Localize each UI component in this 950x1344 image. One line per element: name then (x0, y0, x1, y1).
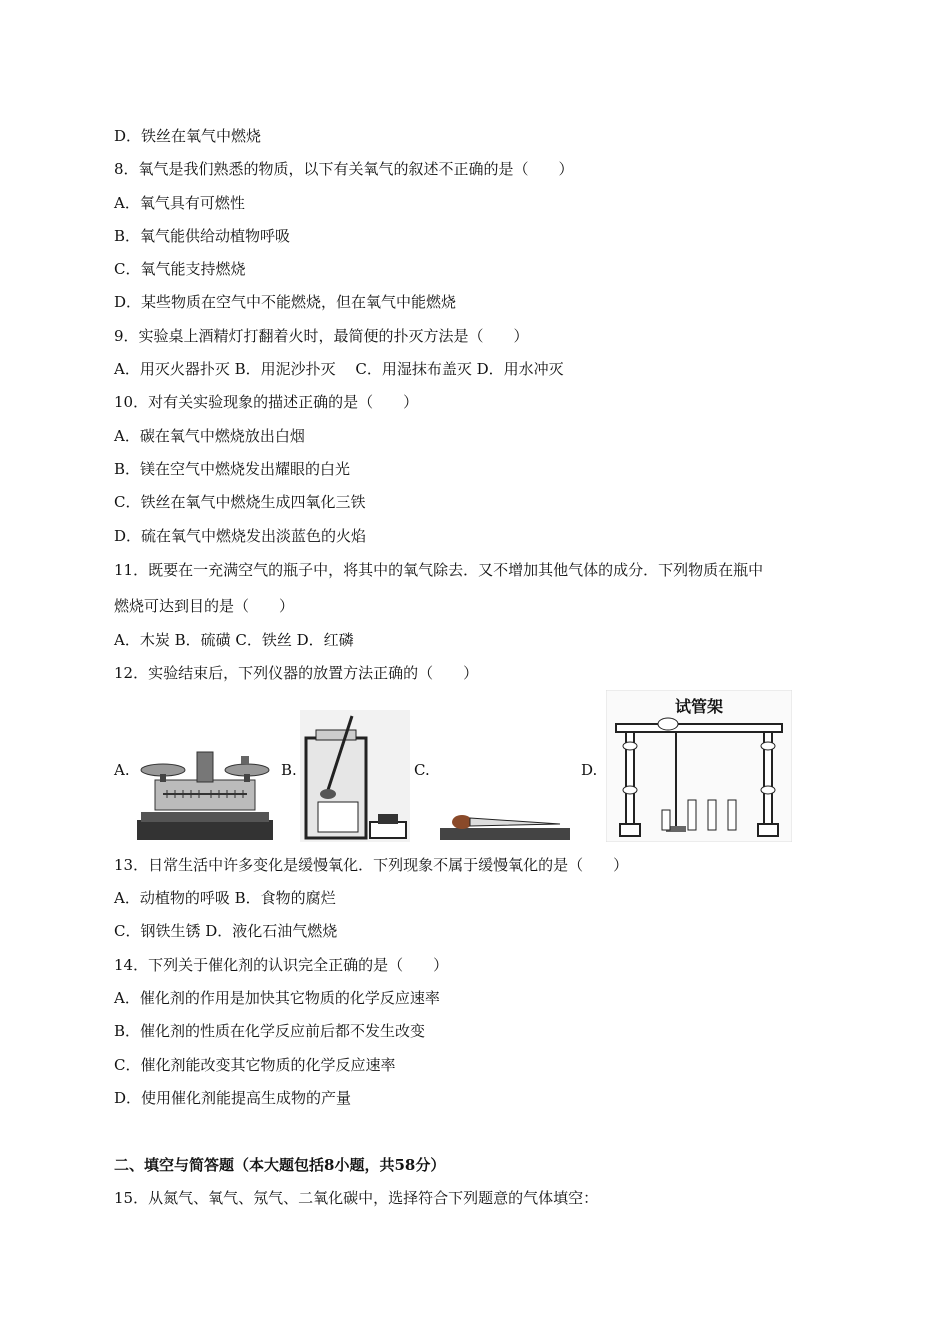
question-10: 10．对有关实验现象的描述正确的是（ ） (114, 393, 419, 411)
question-15: 15．从氮气、氧气、氖气、二氧化碳中，选择符合下列题意的气体填空： (114, 1189, 599, 1207)
option-14d: D．使用催化剂能提高生成物的产量 (114, 1089, 352, 1107)
option-14b: B．催化剂的性质在化学反应前后都不发生改变 (114, 1022, 426, 1040)
fig-label-d: D. (581, 761, 598, 779)
option-8b: B．氧气能供给动植物呼吸 (114, 227, 291, 245)
options-13-cd: C．钢铁生锈 D．液化石油气燃烧 (114, 922, 338, 940)
question-8: 8．氧气是我们熟悉的物质，以下有关氧气的叙述不正确的是（ ） (114, 160, 574, 178)
option-10b: B．镁在空气中燃烧发出耀眼的白光 (114, 460, 351, 478)
fig-label-b: B. (281, 761, 297, 779)
options-11: A．木炭 B．硫磺 C．铁丝 D．红磷 (114, 631, 354, 649)
option-8d: D．某些物质在空气中不能燃烧，但在氧气中能燃烧 (114, 293, 457, 311)
test-tube-rack-illustration (606, 690, 792, 842)
question-9: 9．实验桌上酒精灯打翻着火时，最简便的扑灭方法是（ ） (114, 327, 529, 345)
option-8c: C．氧气能支持燃烧 (114, 260, 246, 278)
option-10d: D．硫在氧气中燃烧发出淡蓝色的火焰 (114, 527, 367, 545)
reagent-bottle-illustration (300, 710, 410, 842)
option-8a: A．氧气具有可燃性 (114, 194, 245, 212)
options-9: A．用灭火器扑灭 B．用泥沙扑灭 C．用湿抹布盖灭 D．用水冲灭 (114, 360, 564, 378)
option-10a: A．碳在氧气中燃烧放出白烟 (114, 427, 305, 445)
question-14: 14．下列关于催化剂的认识完全正确的是（ ） (114, 956, 449, 974)
question-11-cont: 燃烧可达到目的是（ ） (114, 597, 295, 615)
option-10c: C．铁丝在氧气中燃烧生成四氧化三铁 (114, 493, 366, 511)
fig-label-a: A. (114, 761, 130, 779)
option-14a: A．催化剂的作用是加快其它物质的化学反应速率 (114, 989, 440, 1007)
dropper-flat-illustration (440, 800, 570, 842)
option-8d-prev: D．铁丝在氧气中燃烧 (114, 127, 262, 145)
question-13: 13．日常生活中许多变化是缓慢氧化．下列现象不属于缓慢氧化的是（ ） (114, 856, 629, 874)
question-11: 11．既要在一充满空气的瓶子中，将其中的氧气除去．又不增加其他气体的成分．下列物质在瓶中 (114, 561, 764, 579)
options-13-ab: A．动植物的呼吸 B．食物的腐烂 (114, 889, 336, 907)
fig-label-c: C. (414, 761, 430, 779)
option-14c: C．催化剂能改变其它物质的化学反应速率 (114, 1056, 396, 1074)
rack-caption: 试管架 (674, 697, 724, 716)
question-12: 12．实验结束后，下列仪器的放置方法正确的（ ） (114, 664, 479, 682)
section-heading: 二、填空与简答题（本大题包括8小题，共58分） (114, 1156, 446, 1174)
balance-illustration (135, 742, 275, 842)
